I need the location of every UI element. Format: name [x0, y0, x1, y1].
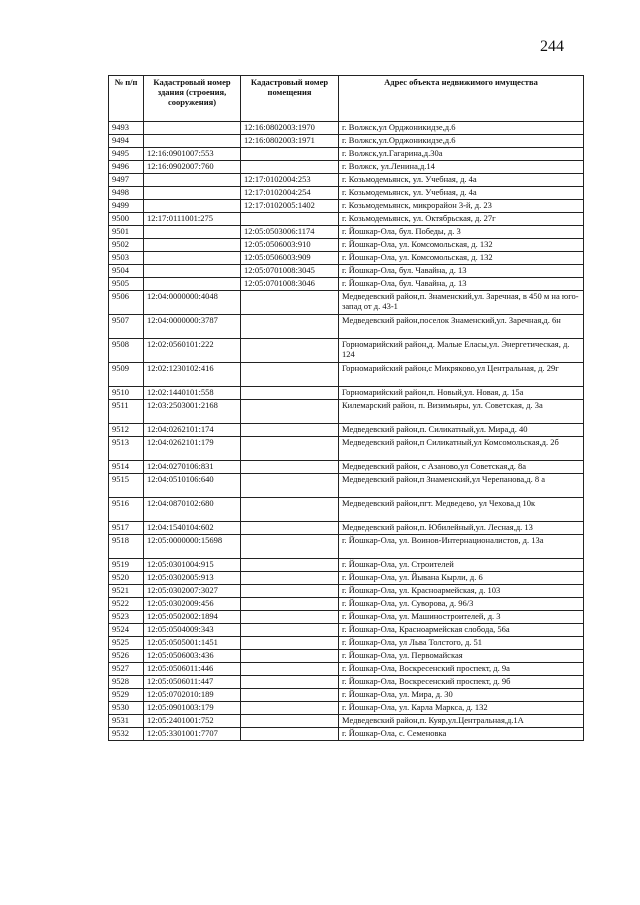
cell-number: 9522: [109, 598, 144, 611]
cell-address: г. Йошкар-Ола, ул. Карла Маркса, д. 132: [339, 702, 584, 715]
table-row: [109, 689, 584, 702]
cell-building-cadastral: 12:05:0506011:446: [144, 663, 241, 676]
table-row: [109, 535, 584, 559]
table-row: [109, 148, 584, 161]
header-room-cadastral: Кадастровый номер помещения: [241, 76, 339, 122]
cell-number: 9516: [109, 498, 144, 522]
cell-room-cadastral: [241, 572, 339, 585]
cell-number: 9496: [109, 161, 144, 174]
table-row: [109, 650, 584, 663]
cell-address: г. Йошкар-Ола, ул. Мира, д. 30: [339, 689, 584, 702]
cell-building-cadastral: 12:05:0506011:447: [144, 676, 241, 689]
cell-address: Медведевский район,п Знаменский,ул Черепанова,д. 8 а: [339, 474, 584, 498]
cell-building-cadastral: 12:05:0505001:1451: [144, 637, 241, 650]
table-header-row: [109, 76, 584, 122]
table-row: [109, 226, 584, 239]
cell-building-cadastral: 12:04:0000000:4048: [144, 291, 241, 315]
cell-address: г. Йошкар-Ола, ул. Первомайская: [339, 650, 584, 663]
cell-building-cadastral: 12:04:0870102:680: [144, 498, 241, 522]
cell-room-cadastral: [241, 650, 339, 663]
cell-address: Горномарийский район,д. Малые Еласы,ул. Энергетическая, д. 124: [339, 339, 584, 363]
cell-address: г. Йошкар-Ола, Воскресенский проспект, д. 9б: [339, 676, 584, 689]
cell-room-cadastral: [241, 663, 339, 676]
cell-number: 9524: [109, 624, 144, 637]
cell-room-cadastral: [241, 363, 339, 387]
cell-building-cadastral: 12:04:1540104:602: [144, 522, 241, 535]
cell-address: г. Козьмодемьянск, микрорайон 3-й, д. 23: [339, 200, 584, 213]
table-row: [109, 474, 584, 498]
cell-address: г. Йошкар-Ола, Воскресенский проспект, д. 9а: [339, 663, 584, 676]
cell-room-cadastral: [241, 689, 339, 702]
table-row: [109, 461, 584, 474]
cell-room-cadastral: [241, 585, 339, 598]
cell-building-cadastral: 12:05:0000000:15698: [144, 535, 241, 559]
cell-address: г. Йошкар-Ола, ул. Суворова, д. 96/3: [339, 598, 584, 611]
header-address: Адрес объекта недвижимого имущества: [339, 76, 584, 122]
table-row: [109, 339, 584, 363]
table-row: [109, 213, 584, 226]
cell-building-cadastral: 12:05:0901003:179: [144, 702, 241, 715]
cell-number: 9502: [109, 239, 144, 252]
cell-number: 9497: [109, 174, 144, 187]
cell-number: 9530: [109, 702, 144, 715]
cell-address: г. Йошкар-Ола, Красноармейская слобода, 56а: [339, 624, 584, 637]
cell-room-cadastral: [241, 339, 339, 363]
table-row: [109, 702, 584, 715]
table-row: [109, 637, 584, 650]
cell-number: 9520: [109, 572, 144, 585]
table-row: [109, 187, 584, 200]
cell-building-cadastral: 12:05:3301001:7707: [144, 728, 241, 741]
cell-address: г. Козьмодемьянск, ул. Учебная, д. 4а: [339, 187, 584, 200]
property-table: [108, 75, 584, 741]
cell-number: 9507: [109, 315, 144, 339]
cell-address: Медведевский район,пгт. Медведево, ул Чехова,д 10к: [339, 498, 584, 522]
cell-number: 9532: [109, 728, 144, 741]
cell-address: г. Йошкар-Ола, ул. Красноармейская, д. 103: [339, 585, 584, 598]
cell-building-cadastral: 12:16:0902007:760: [144, 161, 241, 174]
table-row: [109, 572, 584, 585]
cell-building-cadastral: 12:02:1230102:416: [144, 363, 241, 387]
cell-address: г. Волжск,ул Орджоникидзе,д.6: [339, 122, 584, 135]
cell-address: Горномарийский район,п. Новый,ул. Новая, д. 15а: [339, 387, 584, 400]
cell-address: г. Йошкар-Ола, ул. Машиностроителей, д. 3: [339, 611, 584, 624]
cell-room-cadastral: [241, 522, 339, 535]
table-row: [109, 291, 584, 315]
cell-building-cadastral: 12:05:2401001:752: [144, 715, 241, 728]
table-row: [109, 437, 584, 461]
cell-room-cadastral: 12:05:0506003:910: [241, 239, 339, 252]
table-row: [109, 278, 584, 291]
cell-address: г. Волжск, ул.Ленина,д.14: [339, 161, 584, 174]
cell-address: г. Козьмодемьянск, ул. Октябрьская, д. 27г: [339, 213, 584, 226]
cell-number: 9499: [109, 200, 144, 213]
cell-number: 9529: [109, 689, 144, 702]
table-row: [109, 200, 584, 213]
cell-number: 9501: [109, 226, 144, 239]
table-row: [109, 135, 584, 148]
cell-building-cadastral: 12:05:0702010:189: [144, 689, 241, 702]
cell-address: г. Йошкар-Ола, ул. Йывана Кырли, д. 6: [339, 572, 584, 585]
cell-room-cadastral: 12:17:0102004:254: [241, 187, 339, 200]
cell-address: г. Йошкар-Ола, бул. Чавайна, д. 13: [339, 265, 584, 278]
table-row: [109, 728, 584, 741]
cell-number: 9508: [109, 339, 144, 363]
cell-building-cadastral: [144, 187, 241, 200]
cell-room-cadastral: [241, 424, 339, 437]
cell-room-cadastral: 12:05:0506003:909: [241, 252, 339, 265]
cell-address: г. Йошкар-Ола, бул. Победы, д. 3: [339, 226, 584, 239]
table-row: [109, 239, 584, 252]
cell-building-cadastral: [144, 265, 241, 278]
cell-address: г. Козьмодемьянск, ул. Учебная, д. 4а: [339, 174, 584, 187]
cell-number: 9493: [109, 122, 144, 135]
table-body: [109, 122, 584, 741]
cell-address: Медведевский район,п. Юбилейный,ул. Лесная,д. 13: [339, 522, 584, 535]
cell-building-cadastral: 12:05:0301004:915: [144, 559, 241, 572]
cell-building-cadastral: [144, 226, 241, 239]
cell-number: 9505: [109, 278, 144, 291]
cell-room-cadastral: [241, 637, 339, 650]
cell-building-cadastral: [144, 252, 241, 265]
cell-room-cadastral: 12:05:0701008:3046: [241, 278, 339, 291]
cell-building-cadastral: 12:03:2503001:2168: [144, 400, 241, 424]
table-row: [109, 161, 584, 174]
cell-address: г. Йошкар-Ола, ул. Воинов-Интернационалистов, д. 13а: [339, 535, 584, 559]
cell-building-cadastral: 12:17:0111001:275: [144, 213, 241, 226]
header-number: № п/п: [109, 76, 144, 122]
cell-address: г. Волжск,ул.Орджоникидзе,д.6: [339, 135, 584, 148]
cell-number: 9510: [109, 387, 144, 400]
cell-address: Медведевский район,п Силикатный,ул Комсомольская,д. 2б: [339, 437, 584, 461]
cell-number: 9517: [109, 522, 144, 535]
cell-building-cadastral: 12:02:1440101:558: [144, 387, 241, 400]
cell-address: г. Йошкар-Ола, ул. Комсомольская, д. 132: [339, 239, 584, 252]
cell-address: Медведевский район, с Азаново,ул Советская,д. 8а: [339, 461, 584, 474]
cell-building-cadastral: 12:04:0270106:831: [144, 461, 241, 474]
cell-room-cadastral: [241, 387, 339, 400]
table-row: [109, 611, 584, 624]
cell-number: 9518: [109, 535, 144, 559]
table-row: [109, 174, 584, 187]
cell-number: 9515: [109, 474, 144, 498]
cell-address: г. Йошкар-Ола, ул Льва Толстого, д. 51: [339, 637, 584, 650]
cell-room-cadastral: [241, 213, 339, 226]
cell-number: 9498: [109, 187, 144, 200]
cell-room-cadastral: [241, 535, 339, 559]
cell-address: г. Йошкар-Ола, ул. Комсомольская, д. 132: [339, 252, 584, 265]
cell-building-cadastral: [144, 174, 241, 187]
cell-room-cadastral: 12:17:0102004:253: [241, 174, 339, 187]
cell-building-cadastral: 12:04:0000000:3787: [144, 315, 241, 339]
cell-number: 9504: [109, 265, 144, 278]
cell-number: 9531: [109, 715, 144, 728]
header-building-cadastral: Кадастровый номер здания (строения, сооружения): [144, 76, 241, 122]
table-row: [109, 559, 584, 572]
cell-number: 9521: [109, 585, 144, 598]
table-row: [109, 522, 584, 535]
table-row: [109, 715, 584, 728]
cell-room-cadastral: [241, 291, 339, 315]
cell-number: 9512: [109, 424, 144, 437]
table-row: [109, 122, 584, 135]
cell-number: 9527: [109, 663, 144, 676]
cell-building-cadastral: 12:04:0510106:640: [144, 474, 241, 498]
cell-room-cadastral: [241, 611, 339, 624]
cell-address: Килемарский район, п. Визимьяры, ул. Советская, д. 3а: [339, 400, 584, 424]
cell-number: 9511: [109, 400, 144, 424]
cell-building-cadastral: [144, 122, 241, 135]
cell-building-cadastral: 12:05:0302009:456: [144, 598, 241, 611]
cell-building-cadastral: [144, 239, 241, 252]
cell-building-cadastral: 12:05:0302007:3027: [144, 585, 241, 598]
cell-room-cadastral: 12:05:0701008:3045: [241, 265, 339, 278]
cell-address: г. Йошкар-Ола, с. Семеновка: [339, 728, 584, 741]
cell-building-cadastral: [144, 200, 241, 213]
cell-number: 9525: [109, 637, 144, 650]
cell-building-cadastral: 12:04:0262101:179: [144, 437, 241, 461]
cell-room-cadastral: [241, 702, 339, 715]
cell-building-cadastral: 12:05:0302005:913: [144, 572, 241, 585]
cell-number: 9494: [109, 135, 144, 148]
table-row: [109, 400, 584, 424]
table-row: [109, 387, 584, 400]
cell-room-cadastral: [241, 161, 339, 174]
cell-address: Медведевский район,п. Силикатный,ул. Мира,д. 40: [339, 424, 584, 437]
cell-room-cadastral: [241, 715, 339, 728]
cell-address: Медведевский район,п. Куяр,ул.Центральная,д.1А: [339, 715, 584, 728]
cell-room-cadastral: [241, 676, 339, 689]
table-row: [109, 498, 584, 522]
table-row: [109, 252, 584, 265]
cell-address: Медведевский район,поселок Знаменский,ул. Заречная,д. 6н: [339, 315, 584, 339]
cell-number: 9523: [109, 611, 144, 624]
cell-number: 9506: [109, 291, 144, 315]
cell-room-cadastral: [241, 728, 339, 741]
table-row: [109, 315, 584, 339]
cell-building-cadastral: 12:02:0560101:222: [144, 339, 241, 363]
cell-room-cadastral: [241, 437, 339, 461]
cell-number: 9528: [109, 676, 144, 689]
cell-room-cadastral: [241, 461, 339, 474]
cell-room-cadastral: [241, 474, 339, 498]
cell-room-cadastral: [241, 400, 339, 424]
table-row: [109, 598, 584, 611]
cell-building-cadastral: 12:04:0262101:174: [144, 424, 241, 437]
cell-room-cadastral: 12:17:0102005:1402: [241, 200, 339, 213]
cell-address: г. Йошкар-Ола, бул. Чавайна, д. 13: [339, 278, 584, 291]
cell-number: 9519: [109, 559, 144, 572]
cell-number: 9500: [109, 213, 144, 226]
cell-room-cadastral: [241, 624, 339, 637]
cell-room-cadastral: [241, 598, 339, 611]
cell-address: Медведевский район,п. Знаменский,ул. Заречная, в 450 м на юго-запад от д. 43-1: [339, 291, 584, 315]
cell-room-cadastral: 12:16:0802003:1971: [241, 135, 339, 148]
cell-room-cadastral: [241, 559, 339, 572]
table-row: [109, 663, 584, 676]
cell-room-cadastral: [241, 315, 339, 339]
cell-number: 9503: [109, 252, 144, 265]
cell-room-cadastral: 12:05:0503006:1174: [241, 226, 339, 239]
cell-address: Горномарийский район,с Микряково,ул Центральная, д. 29г: [339, 363, 584, 387]
cell-building-cadastral: 12:05:0504009:343: [144, 624, 241, 637]
cell-number: 9509: [109, 363, 144, 387]
cell-number: 9514: [109, 461, 144, 474]
cell-building-cadastral: 12:05:0502002:1894: [144, 611, 241, 624]
cell-building-cadastral: [144, 278, 241, 291]
cell-room-cadastral: [241, 498, 339, 522]
table-row: [109, 676, 584, 689]
cell-number: 9526: [109, 650, 144, 663]
cell-number: 9495: [109, 148, 144, 161]
page-number: 244: [540, 38, 564, 55]
cell-room-cadastral: [241, 148, 339, 161]
cell-address: г. Волжск,ул.Гагарина,д.30а: [339, 148, 584, 161]
table-row: [109, 363, 584, 387]
cell-number: 9513: [109, 437, 144, 461]
table-row: [109, 265, 584, 278]
table-row: [109, 424, 584, 437]
cell-building-cadastral: 12:16:0901007:553: [144, 148, 241, 161]
cell-building-cadastral: 12:05:0506003:436: [144, 650, 241, 663]
cell-room-cadastral: 12:16:0802003:1970: [241, 122, 339, 135]
table-row: [109, 585, 584, 598]
cell-building-cadastral: [144, 135, 241, 148]
cell-address: г. Йошкар-Ола, ул. Строителей: [339, 559, 584, 572]
table-row: [109, 624, 584, 637]
